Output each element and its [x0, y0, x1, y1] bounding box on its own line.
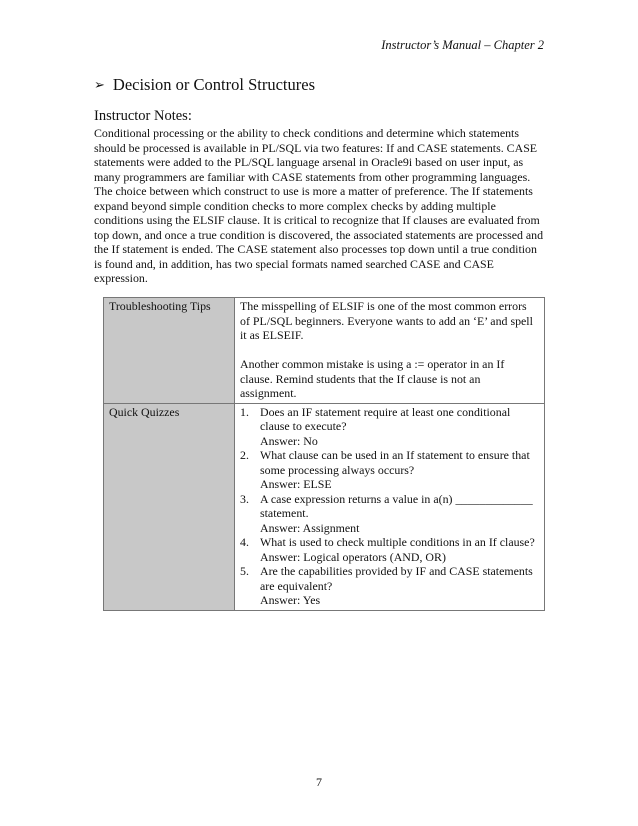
quick-quizzes-row	[104, 403, 545, 610]
quiz-question: What clause can be used in an If statement to ensure that some processing always occurs?	[260, 448, 530, 477]
section-heading	[94, 75, 315, 95]
tips-table	[103, 297, 545, 611]
quiz-item	[240, 564, 539, 608]
quiz-item	[240, 405, 539, 449]
quiz-question: Are the capabilities provided by IF and CASE statements are equivalent?	[260, 564, 533, 593]
quick-quizzes-content	[235, 403, 545, 610]
quiz-item	[240, 492, 539, 536]
quiz-answer: Answer: ELSE	[260, 477, 332, 491]
quiz-question: A case expression returns a value in a(n) _____________ statement.	[260, 491, 533, 520]
troubleshooting-tip-1: The misspelling of ELSIF is one of the most common errors of PL/SQL beginners. Everyone wants to add an ‘E’ and spell it as ELSEIF.	[240, 299, 533, 342]
instructor-notes-paragraph: Conditional processing or the ability to check conditions and determine which statements should be processed is available in PL/SQL via two features: If and CASE statements. CASE statements were added to the PL/SQL language arsenal in Oracle9i based on user input, as many programmers are familiar with CASE statements from other programming languages. The choice between which construct to use is more a matter of preference. The If statements expand beyond simple condition checks to more complex checks by adding multiple conditions using the ELSIF clause. It is critical to recognize that If clauses are evaluated from top down, and once a true condition is discovered, the associated statements are processed and the If statement is ended. The CASE statement also processes top down until a true condition is found and, in addition, has two special formats named searched CASE and CASE expression.	[94, 126, 544, 285]
quiz-question: What is used to check multiple conditions in an If clause?	[260, 535, 535, 549]
quiz-answer: Answer: Yes	[260, 593, 321, 607]
page-number: 7	[316, 775, 322, 789]
troubleshooting-label: Troubleshooting Tips	[104, 298, 235, 404]
troubleshooting-row	[104, 298, 545, 404]
quiz-answer: Answer: Logical operators (AND, OR)	[260, 549, 446, 564]
quiz-question: Does an IF statement require at least one conditional clause to execute?	[260, 404, 511, 433]
arrow-bullet-icon: ➢	[94, 77, 105, 92]
quiz-item-number: 2.	[240, 448, 249, 462]
quiz-item	[240, 535, 539, 564]
quiz-item-number: 1.	[240, 404, 249, 419]
troubleshooting-tip-2: Another common mistake is using a := operator in an If clause. Remind students that the If clause is not an assignment.	[240, 357, 505, 400]
section-title-text: Decision or Control Structures	[112, 75, 315, 94]
running-header: Instructor’s Manual – Chapter 2	[381, 38, 544, 52]
troubleshooting-content	[235, 298, 545, 404]
quiz-item-number: 5.	[240, 564, 249, 578]
quiz-list	[240, 405, 539, 608]
quiz-item-number: 4.	[240, 535, 249, 549]
quiz-answer: Answer: No	[260, 433, 318, 448]
instructor-notes-heading: Instructor Notes:	[94, 108, 192, 124]
quiz-item-number: 3.	[240, 491, 249, 506]
quiz-item	[240, 448, 539, 492]
quick-quizzes-label: Quick Quizzes	[104, 403, 235, 610]
quiz-answer: Answer: Assignment	[260, 520, 360, 535]
